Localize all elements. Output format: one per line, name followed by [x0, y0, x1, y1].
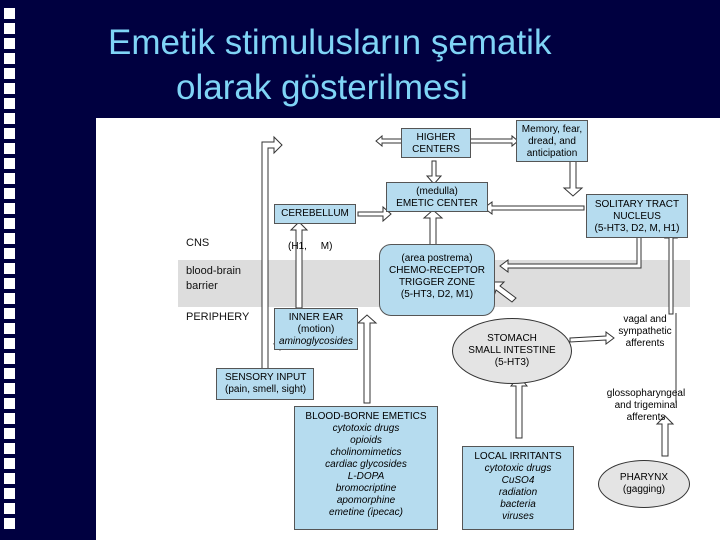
local-irritant-item: viruses [502, 511, 534, 522]
memory-line-1: Memory, fear, [521, 124, 583, 135]
inner-ear-box [274, 308, 358, 350]
ctz-line-3: TRIGGER ZONE [398, 277, 476, 288]
sensory-line-1: SENSORY INPUT [225, 372, 307, 383]
left-decorative-squares [0, 0, 22, 540]
local-irritant-item: cytotoxic drugs [484, 463, 552, 474]
local-irritants-title: LOCAL IRRITANTS [474, 451, 562, 462]
glosso-line-2: and trigeminal [614, 400, 678, 411]
region-label-bbb-1: blood-brain [186, 265, 242, 277]
stomach-oval [452, 318, 572, 384]
solitary-tract-line-1: SOLITARY TRACT [594, 199, 680, 210]
stomach-line-3: (5-HT3) [494, 357, 530, 368]
sensory-line-2: (pain, smell, sight) [225, 384, 307, 395]
blood-borne-item: cytotoxic drugs [332, 423, 400, 434]
chemoreceptor-trigger-zone [379, 244, 495, 316]
stomach-line-1: STOMACH [487, 333, 537, 344]
memory-fear-box [516, 120, 588, 162]
solitary-tract-box [586, 194, 688, 238]
emetic-center-box [386, 182, 488, 212]
sensory-input-box [216, 368, 314, 400]
higher-centers-line-2: CENTERS [412, 144, 460, 155]
blood-borne-emetics-box [294, 406, 438, 530]
inner-ear-line-3: aminoglycosides [279, 336, 353, 347]
emetic-center-line-1: (medulla) [416, 186, 458, 197]
local-irritant-item: bacteria [500, 499, 536, 510]
vagal-line-2: sympathetic [618, 326, 672, 337]
h1-m-text: (H1, M) [288, 241, 333, 252]
blood-borne-item: cholinomimetics [330, 447, 402, 458]
solitary-tract-line-2: NUCLEUS [613, 211, 661, 222]
region-label-periphery: PERIPHERY [186, 311, 250, 323]
inner-ear-line-2: (motion) [297, 324, 335, 335]
blood-borne-item: opioids [350, 435, 382, 446]
blood-borne-item: emetine (ipecac) [329, 507, 403, 518]
blood-borne-item: cardiac glycosides [325, 459, 407, 470]
higher-centers-box [401, 128, 471, 158]
glossopharyngeal-label [594, 388, 698, 424]
local-irritant-item: CuSO4 [501, 475, 535, 486]
ctz-line-4: (5-HT3, D2, M1) [400, 289, 474, 300]
solitary-tract-line-3: (5-HT3, D2, M, H1) [594, 223, 680, 234]
pharynx-line-1: PHARYNX [619, 472, 669, 483]
blood-borne-item: L-DOPA [347, 471, 385, 482]
local-irritants-box [462, 446, 574, 530]
pharynx-line-2: (gagging) [622, 484, 666, 495]
emetic-center-line-2: EMETIC CENTER [396, 198, 478, 209]
pharynx-oval [598, 460, 690, 508]
ctz-line-1: (area postrema) [401, 253, 473, 264]
inner-ear-line-1: INNER EAR [288, 312, 344, 323]
h1-m-receptor-label [288, 241, 348, 253]
blood-borne-item: apomorphine [336, 495, 396, 506]
title-line-1: Emetik stimulusların şematik [108, 23, 552, 62]
memory-line-2: dread, and [528, 136, 576, 147]
higher-centers-line-1: HIGHER [416, 132, 456, 143]
ctz-line-2: CHEMO-RECEPTOR [389, 265, 485, 276]
vagal-line-3: afferents [625, 338, 665, 349]
vagal-line-1: vagal and [623, 314, 667, 325]
vagal-afferents-label [606, 314, 684, 350]
memory-line-3: anticipation [526, 148, 578, 159]
region-label-bbb-2: barrier [186, 280, 218, 292]
emetic-stimuli-diagram [96, 118, 720, 540]
glosso-line-1: glossopharyngeal [606, 388, 686, 399]
stomach-line-2: SMALL INTESTINE [468, 345, 556, 356]
slide-title [108, 20, 708, 110]
region-label-cns: CNS [186, 237, 210, 249]
local-irritant-item: radiation [498, 487, 538, 498]
blood-borne-item: bromocriptine [335, 483, 397, 494]
title-line-2: olarak gösterilmesi [176, 68, 468, 107]
cerebellum-label: CEREBELLUM [281, 208, 349, 219]
glosso-line-3: afferents [626, 412, 666, 423]
blood-borne-title: BLOOD-BORNE EMETICS [305, 411, 427, 422]
cerebellum-box [274, 204, 356, 224]
